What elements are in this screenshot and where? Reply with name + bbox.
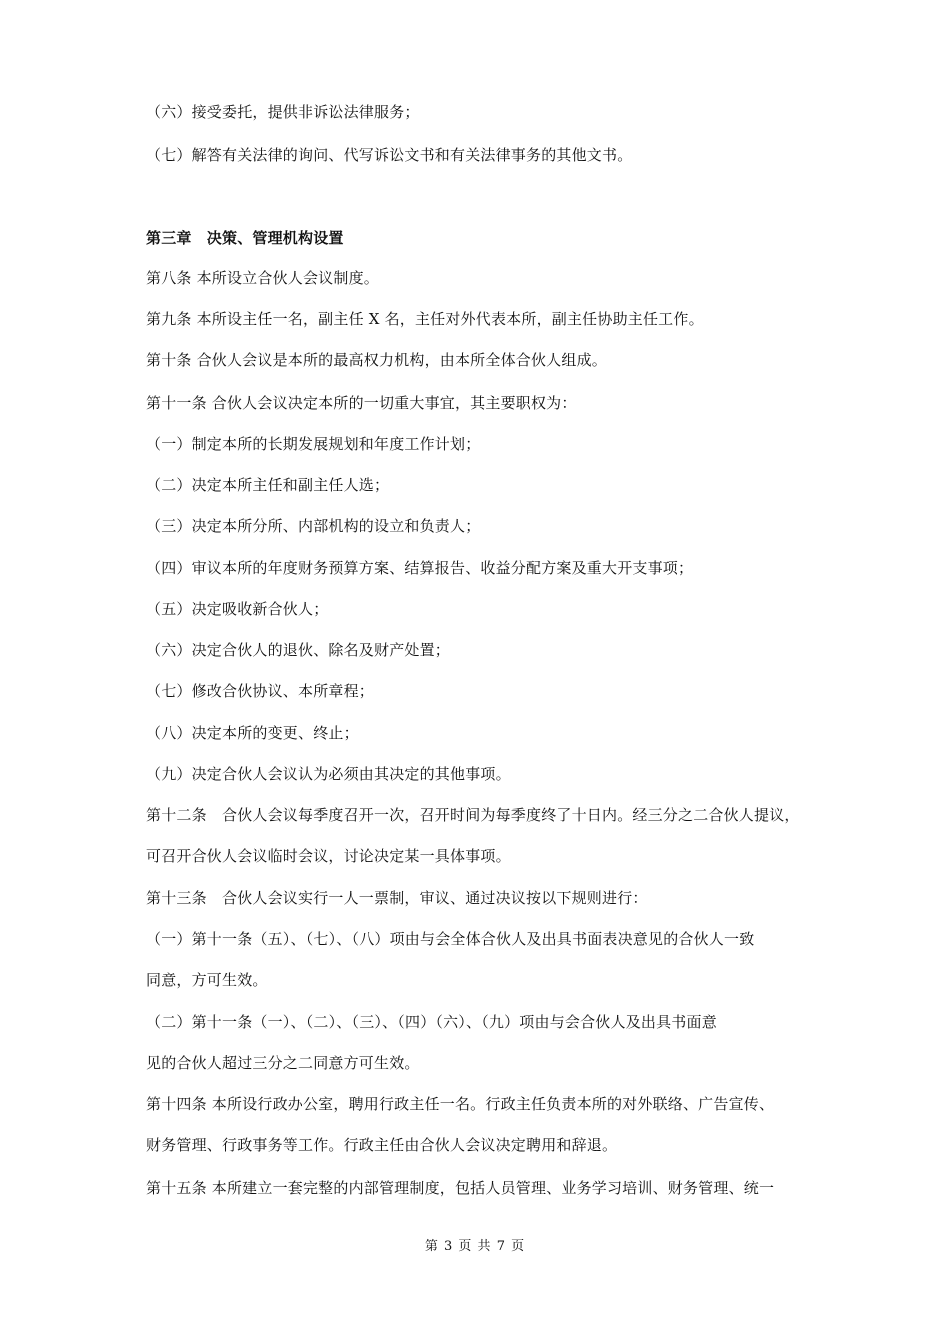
article-13-item-2-line-2: 见的合伙人超过三分之二同意方可生效。 [146, 1054, 420, 1072]
chapter-heading: 第三章 决策、管理机构设置 [146, 229, 344, 247]
article-13-item-2-line-1: （二）第十一条（一）、（二）、（三）、（四）（六）、（九）项由与会合伙人及出具书面意 [146, 1013, 717, 1031]
article-11-item-5: （五）决定吸收新合伙人； [146, 600, 329, 618]
article-11-item-7: （七）修改合伙协议、本所章程； [146, 682, 375, 700]
article-11-item-9: （九）决定合伙人会议认为必须由其决定的其他事项。 [146, 765, 511, 783]
article-11-item-3: （三）决定本所分所、内部机构的设立和负责人； [146, 517, 481, 535]
article-14-line-1: 第十四条 本所设行政办公室，聘用行政主任一名。行政主任负责本所的对外联络、广告宣传、 [146, 1095, 775, 1113]
article-13: 第十三条 合伙人会议实行一人一票制，审议、通过决议按以下规则进行： [146, 889, 648, 907]
article-11-item-8: （八）决定本所的变更、终止； [146, 724, 359, 742]
article-10: 第十条 合伙人会议是本所的最高权力机构，由本所全体合伙人组成。 [146, 351, 607, 369]
article-8: 第八条 本所设立合伙人会议制度。 [146, 269, 379, 287]
article-11-item-4: （四）审议本所的年度财务预算方案、结算报告、收益分配方案及重大开支事项； [146, 559, 694, 577]
article-12-line-2: 可召开合伙人会议临时会议，讨论决定某一具体事项。 [146, 847, 511, 865]
article-9: 第九条 本所设主任一名，副主任 X 名，主任对外代表本所，副主任协助主任工作。 [146, 310, 704, 328]
article-15-line-1: 第十五条 本所建立一套完整的内部管理制度，包括人员管理、业务学习培训、财务管理、统一 [146, 1179, 775, 1197]
article-13-item-1-line-1: （一）第十一条（五）、（七）、（八）项由与会全体合伙人及出具书面表决意见的合伙人一致 [146, 930, 755, 948]
article-11: 第十一条 合伙人会议决定本所的一切重大事宜，其主要职权为： [146, 394, 577, 412]
article-11-item-2: （二）决定本所主任和副主任人选； [146, 476, 390, 494]
article-11-item-1: （一）制定本所的长期发展规划和年度工作计划； [146, 435, 481, 453]
article-12-line-1: 第十二条 合伙人会议每季度召开一次，召开时间为每季度终了十日内。经三分之二合伙人提议， [146, 806, 800, 824]
article-13-item-1-line-2: 同意，方可生效。 [146, 971, 268, 989]
article-14-line-2: 财务管理、行政事务等工作。行政主任由合伙人会议决定聘用和辞退。 [146, 1136, 618, 1154]
clause-item-7: （七）解答有关法律的询问、代写诉讼文书和有关法律事务的其他文书。 [146, 146, 633, 164]
clause-item-6: （六）接受委托，提供非诉讼法律服务； [146, 103, 420, 121]
article-11-item-6: （六）决定合伙人的退伙、除名及财产处置； [146, 641, 451, 659]
page-number-footer: 第 3 页 共 7 页 [424, 1239, 526, 1254]
